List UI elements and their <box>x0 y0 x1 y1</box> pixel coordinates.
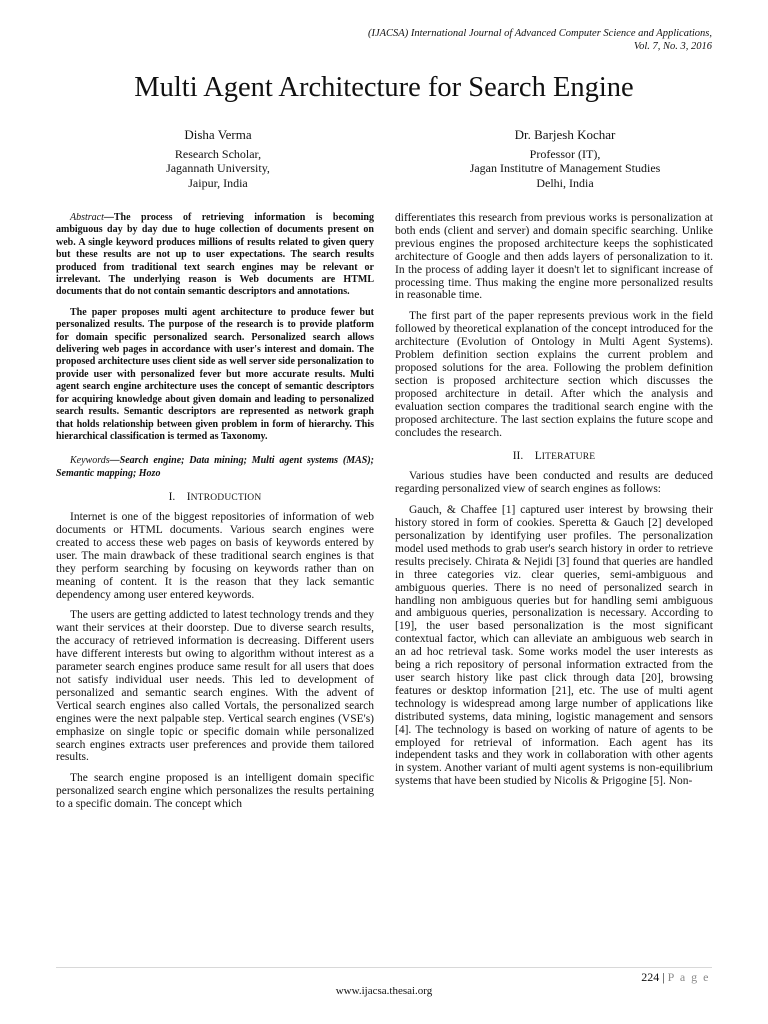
page-number-separator: | <box>659 970 668 984</box>
section-title-initial: I <box>186 491 191 504</box>
paper-title: Multi Agent Architecture for Search Engine <box>134 72 634 103</box>
author-affiliation: Professor (IT), <box>529 146 601 161</box>
right-column <box>395 212 713 796</box>
abstract-dash: — <box>103 212 114 223</box>
author-name: Disha Verma <box>184 127 252 142</box>
section-heading-literature <box>395 449 713 464</box>
section-title-initial: L <box>534 450 542 463</box>
section-number: I. <box>168 491 176 504</box>
section-number: II. <box>512 450 524 463</box>
author-affiliation: Research Scholar, <box>174 146 262 161</box>
page-word: P a g e <box>667 970 710 984</box>
body-paragraph: Gauch, & Chaffee [1] captured user interest by browsing their history stored in form of cookies. Speretta & Gauch [2] developed personalization by identifying user profiles. The personalization model used methods to grab user's search history in order to retrieve results precisely. Chirata & Nejidi [3] found that queries are handled in three categories viz. clear queries, semi-ambiguous and ambiguous queries. There is no need of personalized search in handling non ambiguous queries but for handling semi ambiguous and ambiguous queries, personalization is necessary. According to [19], the user based personalization is the most significant contextual factor, which can alleviate an ambiguous web search in an ad hoc retrieval task. Some works model the user interests as being a rich repository of personal information extracted from the user search history like past click through data [20], browsing features or desktop information [21], etc. The use of multi agent technology is widespread among large number of applications like distributed systems, data mining, logistic management and sensors [4]. The technology is based on working of nature of agents to be employed for retrieval of information. Each agent has its independent tasks and they work in collaboration with other agents in system. Another variant of multi agent systems is non-equilibrium systems that have been studied by Nicolis & Prigogine [5]. Non- <box>395 504 713 788</box>
author-block-1 <box>118 128 318 190</box>
journal-header <box>252 27 712 53</box>
abstract-label: Abstract <box>70 212 104 223</box>
author-affiliation: Jagan Institutre of Management Studies <box>469 161 661 175</box>
keywords-label: Keywords <box>70 455 110 467</box>
footer-website: www.ijacsa.thesai.org <box>335 985 433 997</box>
body-paragraph: differentiates this research from previous works is personalization at both ends (client and server) and domain specific searching. Unlike previous engines the proposed architecture keeps the sophisticated architecture of Google and then adds layers of personalization to it. In the process of adding layer it doesn't let to significant increase of processing time. Thus making the engine more personalized results in reasonable time. <box>395 212 713 302</box>
section-title-rest: ITERATURE <box>541 452 596 463</box>
author-block-2 <box>440 128 690 190</box>
abstract-paragraph <box>56 212 374 299</box>
keywords-text: —Search engine; Data mining; Multi agent systems (MAS); Semantic mapping; Hozo <box>56 455 374 479</box>
journal-name: (IJACSA) International Journal of Advanced Computer Science and Applications, <box>367 28 712 39</box>
author-affiliation: Jaipur, India <box>188 175 248 190</box>
body-paragraph: The users are getting addicted to latest technology trends and they want their services at their doorstep. Due to diverse search results, the accuracy of retrieved information is decreasing. Different users have different interests but owing to algorithm without interest as a parameter search engines produce same result for all users that does not satisfy individual user needs. This led to development of personalized and semantic search engines. With the advent of Vertical search engines also called Vortals, the personalized search engines were the next palpable step. Vertical search engines (VSE's) emphasize on single topic or specific domain while personalized search engines extracts user preferences and provide them tailored results. <box>56 609 375 764</box>
section-heading-introduction <box>56 490 374 505</box>
footer-divider <box>56 967 712 968</box>
abstract-paragraph: The paper proposes multi agent architecture to produce fewer but personalized results. The purpose of the research is to provide platform for domain specific personalized search. Personalized search allows delivering web pages in accordance with user's interest and domain. The proposed architecture uses client side as well server side personalization to provide user with personalized fever but more accurate results. Multi agent search engine architecture uses the concept of semantic descriptors for acquiring knowledge about given domain and leading to personalized search results. Semantic descriptors are represented as network graph that holds relationship between given problem in form of hierarchy. This hierarchical classification is termed as Taxonomy. <box>56 306 374 442</box>
author-name: Dr. Barjesh Kochar <box>514 127 616 142</box>
page-number <box>641 970 710 985</box>
abstract-text: The process of retrieving information is becoming ambiguous day by day due to huge collection of documents present on web. A single keyword produces millions of results related to given query but these results are not up to user expectations. The search results produced from traditional text search engines may be relevant or irrelevant. The underlying reason is Web documents are HTML documents that do not contain semantic descriptors and annotations. <box>56 212 374 298</box>
body-paragraph: Internet is one of the biggest repositories of information of web documents or HTML documents. Various search engines were created to access these web pages on basis of keywords entered by user. The main drawback of these traditional search engines is that they perform searching by focusing on keywords rather than on meaning of content. It is the reason that they lack semantic dependency among user entered keywords. <box>56 511 374 601</box>
journal-volume: Vol. 7, No. 3, 2016 <box>633 41 712 52</box>
keywords-paragraph <box>56 455 374 480</box>
author-affiliation: Jagannath University, <box>166 161 270 175</box>
section-title-rest: NTRODUCTION <box>190 493 262 504</box>
body-paragraph: The first part of the paper represents previous work in the field followed by theoretical explanation of the concept introduced for the architecture (Evolution of Ontology in Multi Agent Systems). Problem definition section explains the current problem and proposed solutions for the area. Following the problem definition section is proposed architecture section which discusses the proposed architecture in detail. After which the analysis and evaluation section compares the traditional search engine with the proposed architecture. The last section explains the future scope and concludes the research. <box>395 310 713 439</box>
body-paragraph: The search engine proposed is an intelligent domain specific personalized search engine which personalizes the results pertaining to a specific domain. The concept which <box>56 772 374 811</box>
author-affiliation: Delhi, India <box>536 175 594 190</box>
left-column <box>56 212 374 819</box>
page-number-value: 224 <box>641 970 660 984</box>
body-paragraph: Various studies have been conducted and results are deduced regarding personalized view of search engines as follows: <box>395 470 713 496</box>
